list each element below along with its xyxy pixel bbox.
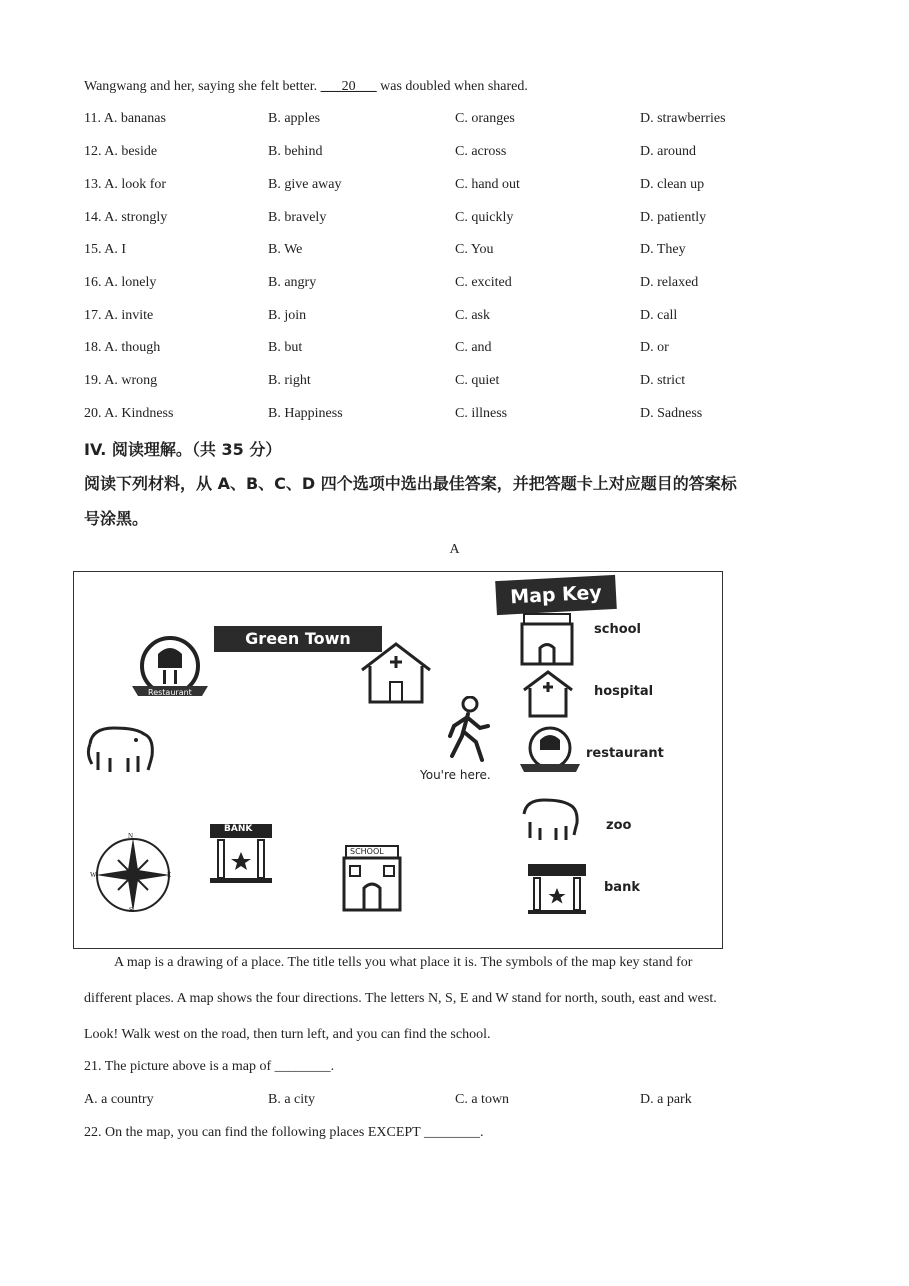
map-key-title: Map Key [495,575,617,615]
key-restaurant-icon [518,724,582,780]
question-21-options: A. a country B. a city C. a town D. a park [84,1092,692,1107]
green-town-map [73,571,723,949]
school-sign-text: SCHOOL [350,847,384,856]
option-row: 17. A. invite B. join C. ask D. call [84,308,678,323]
key-school-icon [520,612,574,666]
compass-s: S [129,906,133,914]
option-row: 16. A. lonely B. angry C. excited D. relaxed [84,275,699,290]
question-21-stem: 21. The picture above is a map of ________. [84,1059,335,1074]
map-title-sign: Green Town [214,626,382,652]
bank-sign-text: BANK [224,824,253,834]
compass-e: E [167,871,172,879]
key-elephant-icon [520,796,584,844]
option-row: 14. A. strongly B. bravely C. quickly D. patiently [84,210,707,225]
key-label-school: school [594,622,642,637]
compass-icon [88,830,178,920]
passage-line-2: different places. A map shows the four directions. The letters N, S, E and W stand for north, south, east and west. [84,991,717,1006]
key-bank-icon [526,862,588,916]
person-walking-icon [446,696,496,766]
instruction-line-2: 号涂黑。 [84,509,149,528]
key-label-zoo: zoo [606,818,632,833]
option-row: 19. A. wrong B. right C. quiet D. strict [84,373,686,388]
section-title: IV. 阅读理解。（共 35 分） [84,440,282,459]
option-row: 15. A. I B. We C. You D. They [84,242,686,257]
option-row: 11. A. bananas B. apples C. oranges D. strawberries [84,111,726,126]
key-label-hospital: hospital [594,684,654,699]
you-are-here-label: You're here. [420,768,491,782]
map-passage [84,945,824,1053]
compass-w: W [90,871,97,879]
question-22-stem: 22. On the map, you can find the following places EXCEPT ________. [84,1125,484,1140]
passage-end-line: Wangwang and her, saying she felt better. ___20___ was doubled when shared. [84,79,528,94]
key-label-restaurant: restaurant [586,746,664,761]
elephant-icon [84,722,160,778]
option-row: 20. A. Kindness B. Happiness C. illness D. Sadness [84,406,703,421]
restaurant-banner-text: Restaurant [148,688,192,697]
hospital-icon [356,640,436,706]
passage-label: A [449,542,460,557]
passage-line-3: Look! Walk west on the road, then turn left, and you can find the school. [84,1027,491,1042]
blank-20: ___20___ [320,79,377,94]
option-row: 12. A. beside B. behind C. across D. around [84,144,696,159]
option-row: 18. A. though B. but C. and D. or [84,340,669,355]
instruction-line-1: 阅读下列材料，从 A、B、C、D 四个选项中选出最佳答案，并把答题卡上对应题目的答案标 [84,474,737,493]
option-row: 13. A. look for B. give away C. hand out D. clean up [84,177,705,192]
key-label-bank: bank [604,880,640,895]
key-hospital-icon [520,668,576,718]
passage-line-1: A map is a drawing of a place. The title tells you what place it is. The symbols of the map key stand for [114,955,693,970]
compass-n: N [128,832,134,840]
